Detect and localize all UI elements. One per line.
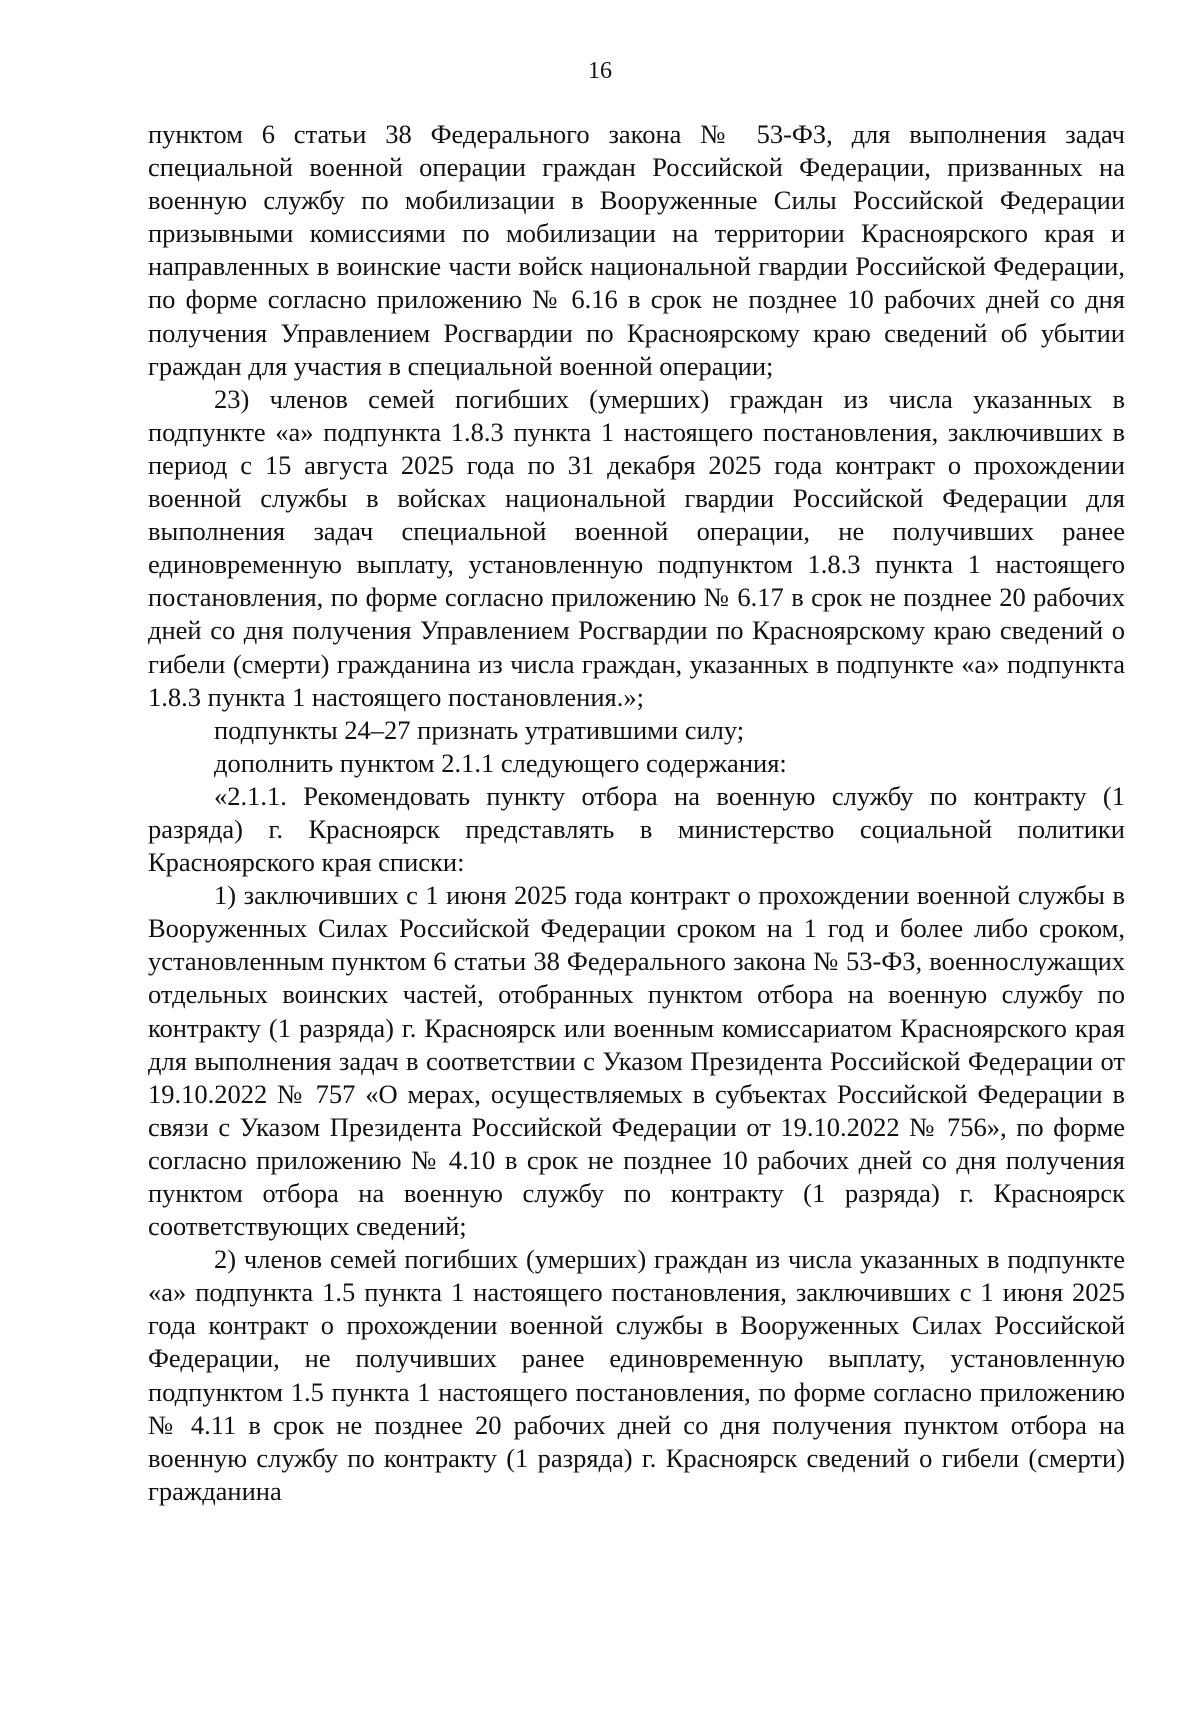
- paragraph-item-1: 1) заключивших с 1 июня 2025 года контракт о прохождении военной службы в Вооруженных Силах Российской Федерации сроком на 1 год и более либо сроком, установленным пунктом 6 статьи 38 Федерального закона № 53-ФЗ, военнослужащих отдельных воинских частей, отобранных пунктом отбора на военную службу по контракту (1 разряда) г. Красноярск или военным комиссариатом Красноярского края для выполнения задач в соответствии с Указом Президента Российской Федерации от 19.10.2022 № 757 «О мерах, осуществляемых в субъектах Российской Федерации в связи с Указом Президента Российской Федерации от 19.10.2022 № 756», по форме согласно приложению № 4.10 в срок не позднее 10 рабочих дней со дня получения пунктом отбора на военную службу по контракту (1 разряда) г. Красноярск соответствующих сведений;: [148, 880, 1125, 1242]
- page-number: 16: [588, 58, 612, 84]
- paragraph-subitems-24-27: подпункты 24–27 признать утратившими силу;: [214, 714, 745, 745]
- document-body: [148, 118, 1125, 1508]
- paragraph-item-2: 2) членов семей погибших (умерших) граждан из числа указанных в подпункте «а» подпункта 1.5 пункта 1 настоящего постановления, заключивших с 1 июня 2025 года контракт о прохождении военной службы в Вооруженных Силах Российской Федерации, не получивших ранее единовременную выплату, установленную подпунктом 1.5 пункта 1 настоящего постановления, по форме согласно приложению № 4.11 в срок не позднее 20 рабочих дней со дня получения пунктом отбора на военную службу по контракту (1 разряда) г. Красноярск сведений о гибели (смерти) гражданина: [148, 1244, 1125, 1506]
- paragraph-item-23: 23) членов семей погибших (умерших) граждан из числа указанных в подпункте «а» подпункта 1.8.3 пункта 1 настоящего постановления, заключивших в период с 15 августа 2025 года по 31 декабря 2025 года контракт о прохождении военной службы в войсках национальной гвардии Российской Федерации для выполнения задач специальной военной операции, не получивших ранее единовременную выплату, установленную подпунктом 1.8.3 пункта 1 настоящего постановления, по форме согласно приложению № 6.17 в срок не позднее 20 рабочих дней со дня получения Управлением Росгвардии по Красноярскому краю сведений о гибели (смерти) гражданина из числа граждан, указанных в подпункте «а» подпункта 1.8.3 пункта 1 настоящего постановления.»;: [148, 383, 1125, 712]
- paragraph-2-1-1: «2.1.1. Рекомендовать пункту отбора на военную службу по контракту (1 разряда) г. Красноярск представлять в министерство социальной политики Красноярского края списки:: [148, 780, 1125, 878]
- paragraph-add-2-1-1: дополнить пунктом 2.1.1 следующего содержания:: [214, 747, 787, 778]
- paragraph-continuation: пунктом 6 статьи 38 Федерального закона № 53-ФЗ, для выполнения задач специальной военной операции граждан Российской Федерации, призванных на военную службу по мобилизации в Вооруженные Силы Российской Федерации призывными комиссиями по мобилизации на территории Красноярского края и направленных в воинские части войск национальной гвардии Российской Федерации, по форме согласно приложению № 6.16 в срок не позднее 10 рабочих дней со дня получения Управлением Росгвардии по Красноярскому краю сведений об убытии граждан для участия в специальной военной операции;: [148, 119, 1125, 381]
